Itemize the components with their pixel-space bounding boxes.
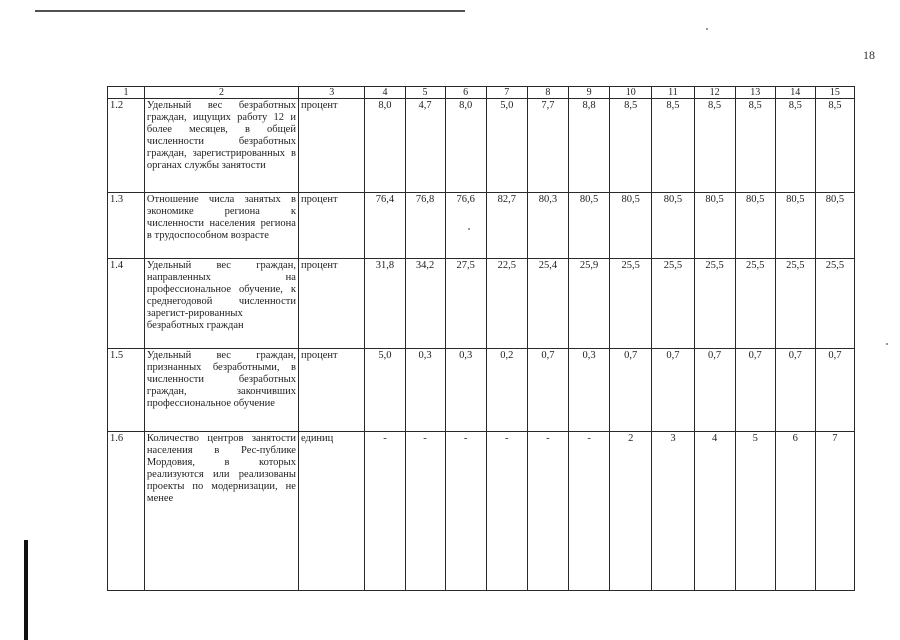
unit-of-measure: процент <box>298 349 364 432</box>
indicator-value: 8,0 <box>445 99 486 192</box>
indicator-value: - <box>445 432 486 591</box>
indicator-value: 80,5 <box>735 192 775 259</box>
column-number-header: 11 <box>652 87 694 99</box>
indicator-value: 34,2 <box>405 259 445 349</box>
indicator-value: - <box>365 432 405 591</box>
indicator-name: Удельный вес граждан, признанных безработными, в численности безработных граждан, закончивших профессиональное обучение <box>144 349 298 432</box>
indicator-number: 1.5 <box>108 349 145 432</box>
indicator-name: Количество центров занятости населения в Рес-публике Мордовия, в которых реализуются или реализованы проекты по модернизации, не менее <box>144 432 298 591</box>
indicators-table <box>107 86 855 591</box>
page-number: 18 <box>863 48 875 62</box>
indicator-value: 22,5 <box>486 259 527 349</box>
column-number-header: 7 <box>486 87 527 99</box>
scan-speck <box>886 343 888 345</box>
column-number-header: 15 <box>815 87 854 99</box>
indicator-value: 8,5 <box>610 99 652 192</box>
indicator-value: 0,7 <box>735 349 775 432</box>
indicator-value: 8,5 <box>735 99 775 192</box>
column-number-header: 1 <box>108 87 145 99</box>
indicator-value: - <box>527 432 568 591</box>
column-number-header: 8 <box>527 87 568 99</box>
indicator-value: 80,5 <box>610 192 652 259</box>
indicator-value: 25,5 <box>775 259 815 349</box>
indicator-value: 25,9 <box>569 259 610 349</box>
indicator-value: 0,3 <box>405 349 445 432</box>
indicator-value: 76,8 <box>405 192 445 259</box>
indicator-value: 6 <box>775 432 815 591</box>
indicator-value: 80,5 <box>652 192 694 259</box>
table-header-row <box>108 87 855 99</box>
indicator-value: 0,7 <box>694 349 735 432</box>
indicator-name: Удельный вес безработных граждан, ищущих работу 12 и более месяцев, в общей численности безработных граждан, зарегистрированных в органах службы занятости <box>144 99 298 192</box>
indicator-value: 0,7 <box>610 349 652 432</box>
indicator-value: 5 <box>735 432 775 591</box>
indicator-value: 25,5 <box>815 259 854 349</box>
column-number-header: 14 <box>775 87 815 99</box>
indicator-value: 25,5 <box>652 259 694 349</box>
column-number-header: 9 <box>569 87 610 99</box>
column-number-header: 13 <box>735 87 775 99</box>
indicator-value: 25,5 <box>610 259 652 349</box>
indicator-value: 5,0 <box>365 349 405 432</box>
indicator-value: 80,5 <box>815 192 854 259</box>
indicator-value: 8,0 <box>365 99 405 192</box>
indicator-value: 80,5 <box>569 192 610 259</box>
indicator-value: 80,5 <box>775 192 815 259</box>
indicator-value: 76,6 <box>445 192 486 259</box>
indicator-value: 0,7 <box>815 349 854 432</box>
indicator-value: 76,4 <box>365 192 405 259</box>
table-row <box>108 192 855 259</box>
indicator-value: 4,7 <box>405 99 445 192</box>
indicator-value: 8,5 <box>694 99 735 192</box>
column-number-header: 10 <box>610 87 652 99</box>
indicator-value: 82,7 <box>486 192 527 259</box>
indicator-value: 0,7 <box>527 349 568 432</box>
unit-of-measure: единиц <box>298 432 364 591</box>
indicator-number: 1.4 <box>108 259 145 349</box>
indicator-value: 0,3 <box>569 349 610 432</box>
column-number-header: 5 <box>405 87 445 99</box>
indicator-value: - <box>486 432 527 591</box>
indicator-value: 8,8 <box>569 99 610 192</box>
unit-of-measure: процент <box>298 259 364 349</box>
column-number-header: 6 <box>445 87 486 99</box>
indicator-number: 1.3 <box>108 192 145 259</box>
indicator-value: 8,5 <box>815 99 854 192</box>
scan-edge-mark <box>24 540 28 640</box>
unit-of-measure: процент <box>298 99 364 192</box>
indicator-number: 1.6 <box>108 432 145 591</box>
column-number-header: 3 <box>298 87 364 99</box>
column-number-header: 2 <box>144 87 298 99</box>
unit-of-measure: процент <box>298 192 364 259</box>
indicator-value: 80,3 <box>527 192 568 259</box>
indicator-value: 7 <box>815 432 854 591</box>
indicator-value: 31,8 <box>365 259 405 349</box>
indicator-value: 25,4 <box>527 259 568 349</box>
column-number-header: 4 <box>365 87 405 99</box>
table-row <box>108 432 855 591</box>
indicator-value: 80,5 <box>694 192 735 259</box>
indicator-number: 1.2 <box>108 99 145 192</box>
indicator-value: 0,2 <box>486 349 527 432</box>
scan-speck <box>706 28 708 30</box>
column-number-header: 12 <box>694 87 735 99</box>
table-row <box>108 349 855 432</box>
indicator-value: 0,7 <box>652 349 694 432</box>
indicator-value: - <box>405 432 445 591</box>
indicator-value: 7,7 <box>527 99 568 192</box>
indicator-value: - <box>569 432 610 591</box>
indicator-value: 27,5 <box>445 259 486 349</box>
indicator-value: 3 <box>652 432 694 591</box>
indicator-value: 0,7 <box>775 349 815 432</box>
indicator-value: 25,5 <box>735 259 775 349</box>
indicator-value: 2 <box>610 432 652 591</box>
table-row <box>108 259 855 349</box>
table-row <box>108 99 855 192</box>
indicator-value: 25,5 <box>694 259 735 349</box>
indicator-value: 8,5 <box>652 99 694 192</box>
indicator-value: 8,5 <box>775 99 815 192</box>
indicator-value: 5,0 <box>486 99 527 192</box>
indicator-value: 4 <box>694 432 735 591</box>
top-scan-rule <box>35 10 465 12</box>
indicator-name: Удельный вес граждан, направленных на профессиональное обучение, к среднегодовой численности зарегист-рированных безработных граждан <box>144 259 298 349</box>
indicator-name: Отношение числа занятых в экономике региона к численности населения региона в трудоспособном возрасте <box>144 192 298 259</box>
indicator-value: 0,3 <box>445 349 486 432</box>
